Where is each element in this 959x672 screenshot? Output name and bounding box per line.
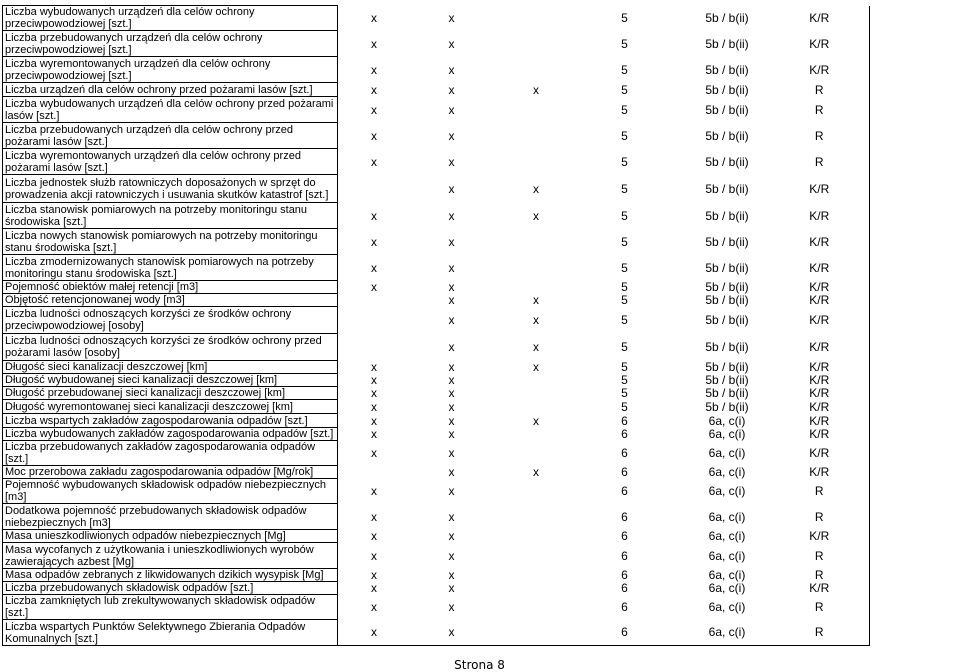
table-row (3, 294, 956, 307)
mark-cell-b: x (371, 484, 377, 498)
spacer-cell (338, 83, 353, 97)
mark-cell-c: x (448, 154, 455, 169)
mark-cell-b: x (371, 600, 377, 614)
indicator-description: Liczba wybudowanych urządzeń dla celów ochrony przeciwpowodziowej [szt.] (3, 6, 338, 31)
priority-number: 6 (621, 509, 628, 524)
mark-cell-d: x (533, 413, 539, 428)
region-flag: K/R (770, 203, 870, 229)
region-flag: K/R (770, 229, 870, 255)
priority-number: 6 (621, 427, 628, 441)
mark-cell-b: x (371, 208, 377, 223)
indicator-description: Liczba stanowisk pomiarowych na potrzeby monitoringu stanu środowiska [szt.] (3, 203, 338, 229)
priority-number: 5 (621, 128, 628, 143)
priority-number: 5 (621, 280, 628, 294)
indicator-description: Liczba urządzeń dla celów ochrony przed pożarami lasów [szt.] (3, 83, 338, 97)
spacer-cell (338, 294, 353, 307)
mark-cell-b: x (371, 413, 377, 428)
indicator-description: Długość wyremontowanej sieci kanalizacji deszczowej [km] (3, 400, 338, 414)
mark-cell-b: x (371, 581, 377, 595)
indicator-description: Liczba wybudowanych zakładów zagospodarowania odpadów [szt.] (3, 428, 338, 441)
table-row (3, 428, 956, 441)
spacer-cell (338, 428, 353, 441)
mark-cell-c: x (448, 509, 455, 524)
mark-cell-d: x (533, 208, 539, 223)
spacer-cell (338, 149, 353, 175)
priority-number: 5 (621, 62, 628, 77)
indicator-description: Liczba jednostek służb ratowniczych doposażonych w sprzęt do prowadzenia akcji ratowniczych i usuwania skutków katastrof [szt.] (3, 175, 338, 203)
region-flag: R (770, 543, 870, 569)
mark-cell-d (508, 400, 565, 414)
mark-cell-b: x (371, 386, 377, 400)
mark-cell-c: x (448, 36, 455, 51)
region-flag: K/R (770, 294, 870, 307)
table-row (3, 530, 956, 543)
mark-cell-c: x (448, 373, 455, 387)
region-flag: K/R (770, 530, 870, 543)
mark-cell-c: x (448, 399, 455, 414)
mark-cell-b: x (371, 128, 377, 143)
priority-number: 6 (621, 548, 628, 563)
spacer-cell (338, 229, 353, 255)
spacer-cell (338, 441, 353, 466)
spacer-cell (338, 530, 353, 543)
table-row (3, 229, 956, 255)
priority-code: 5b / b(ii) (705, 208, 749, 223)
region-flag: K/R (770, 582, 870, 595)
table-row (3, 31, 956, 57)
table-row (3, 175, 956, 203)
mark-cell-d (508, 479, 565, 504)
priority-number: 5 (621, 181, 628, 196)
mark-cell-b: x (371, 446, 377, 460)
priority-number: 6 (621, 446, 628, 460)
table-row (3, 97, 956, 123)
mark-cell-b: x (371, 509, 377, 524)
indicator-description: Liczba wybudowanych urządzeń dla celów ochrony przed pożarami lasów [szt.] (3, 97, 338, 123)
indicator-description: Liczba wyremontowanych urządzeń dla celów ochrony przeciwpowodziowej [szt.] (3, 57, 338, 83)
mark-cell-d (508, 543, 565, 569)
table-row (3, 543, 956, 569)
spacer-cell (338, 307, 353, 334)
region-flag: K/R (770, 255, 870, 281)
region-flag: K/R (770, 428, 870, 441)
table-row (3, 582, 956, 595)
mark-cell-c: x (448, 62, 455, 77)
mark-cell-b: x (371, 260, 377, 275)
priority-code: 5b / b(ii) (705, 313, 749, 327)
spacer-cell (338, 175, 353, 203)
mark-cell-d: x (533, 360, 539, 374)
indicator-table-container (2, 5, 955, 646)
mark-cell-d (508, 31, 565, 57)
indicator-description: Długość wybudowanej sieci kanalizacji deszczowej [km] (3, 374, 338, 387)
mark-cell-b: x (371, 102, 377, 117)
priority-number: 5 (621, 386, 628, 400)
table-row (3, 123, 956, 149)
indicator-description: Długość przebudowanej sieci kanalizacji deszczowej [km] (3, 387, 338, 400)
priority-number: 5 (621, 399, 628, 414)
mark-cell-b: x (371, 548, 377, 563)
priority-code: 6a, c(i) (708, 427, 746, 441)
spacer-cell (338, 255, 353, 281)
region-flag: R (770, 123, 870, 149)
mark-cell-b: x (371, 82, 377, 97)
spacer-cell (353, 175, 396, 203)
indicator-description: Masa odpadów zebranych z likwidowanych dzikich wysypisk [Mg] (3, 569, 338, 582)
spacer-cell (353, 466, 396, 479)
priority-code: 5b / b(ii) (705, 234, 749, 249)
mark-cell-c: x (448, 360, 455, 374)
mark-cell-d (508, 281, 565, 294)
mark-cell-d (508, 255, 565, 281)
spacer-cell (338, 57, 353, 83)
priority-number: 5 (621, 154, 628, 169)
indicator-description: Długość sieci kanalizacji deszczowej [km] (3, 361, 338, 374)
priority-number: 6 (621, 568, 628, 582)
region-flag: K/R (770, 414, 870, 428)
priority-code: 6a, c(i) (708, 446, 746, 460)
region-flag: K/R (770, 387, 870, 400)
mark-cell-c: x (448, 234, 455, 249)
mark-cell-c: x (448, 446, 455, 460)
indicator-description: Objętość retencjonowanej wody [m3] (3, 294, 338, 307)
table-row (3, 479, 956, 504)
indicator-description: Liczba wspartych Punktów Selektywnego Zbierania Odpadów Komunalnych [szt.] (3, 620, 338, 646)
mark-cell-c: x (448, 208, 455, 223)
mark-cell-c: x (448, 82, 455, 97)
mark-cell-d (508, 569, 565, 582)
priority-number: 6 (621, 529, 628, 543)
mark-cell-b: x (371, 154, 377, 169)
spacer-cell (353, 334, 396, 361)
mark-cell-c: x (448, 484, 455, 498)
table-row (3, 387, 956, 400)
spacer-cell (338, 361, 353, 374)
mark-cell-d: x (533, 465, 539, 479)
mark-cell-d (508, 57, 565, 83)
mark-cell-c: x (448, 280, 455, 294)
mark-cell-d: x (533, 293, 539, 307)
priority-number: 5 (621, 102, 628, 117)
indicator-description: Liczba przebudowanych zakładów zagospodarowania odpadów [szt.] (3, 441, 338, 466)
region-flag: K/R (770, 281, 870, 294)
priority-number: 5 (621, 234, 628, 249)
indicator-description: Liczba wyremontowanych urządzeń dla celów ochrony przed pożarami lasów [szt.] (3, 149, 338, 175)
priority-number: 5 (621, 36, 628, 51)
region-flag: R (770, 97, 870, 123)
spacer-cell (338, 334, 353, 361)
priority-number: 5 (621, 360, 628, 374)
priority-code: 6a, c(i) (708, 465, 746, 479)
priority-code: 6a, c(i) (708, 548, 746, 563)
mark-cell-b: x (371, 234, 377, 249)
region-flag: R (770, 149, 870, 175)
priority-code: 5b / b(ii) (705, 399, 749, 414)
indicator-description: Liczba wspartych zakładów zagospodarowania odpadów [szt.] (3, 414, 338, 428)
region-flag: K/R (770, 374, 870, 387)
mark-cell-d (508, 441, 565, 466)
spacer-cell (338, 582, 353, 595)
priority-code: 5b / b(ii) (705, 293, 749, 307)
spacer-cell (338, 31, 353, 57)
priority-code: 6a, c(i) (708, 413, 746, 428)
mark-cell-d: x (533, 181, 539, 196)
mark-cell-d: x (533, 313, 539, 327)
spacer-cell (338, 569, 353, 582)
region-flag: R (770, 569, 870, 582)
mark-cell-b: x (371, 62, 377, 77)
spacer-cell (353, 307, 396, 334)
indicator-description: Liczba przebudowanych urządzeń dla celów ochrony przed pożarami lasów [szt.] (3, 123, 338, 149)
mark-cell-c: x (448, 260, 455, 275)
spacer-cell (338, 479, 353, 504)
mark-cell-d: x (533, 340, 539, 354)
mark-cell-d (508, 123, 565, 149)
priority-number: 6 (621, 465, 628, 479)
priority-number: 5 (621, 82, 628, 97)
priority-code: 6a, c(i) (685, 620, 770, 646)
indicator-description: Liczba nowych stanowisk pomiarowych na potrzeby monitoringu stanu środowiska [szt.] (3, 229, 338, 255)
priority-number: 5 (621, 340, 628, 354)
region-flag: K/R (770, 57, 870, 83)
priority-code: 6a, c(i) (708, 529, 746, 543)
priority-code: 6a, c(i) (708, 484, 746, 498)
mark-cell-b: x (371, 427, 377, 441)
spacer-cell (338, 123, 353, 149)
priority-number: 5 (621, 373, 628, 387)
table-row (3, 6, 956, 31)
priority-code: 5b / b(ii) (705, 36, 749, 51)
region-flag: R (770, 595, 870, 620)
mark-cell-b: x (353, 620, 396, 646)
mark-cell-c: x (448, 340, 455, 354)
table-row (3, 281, 956, 294)
mark-cell-c: x (448, 181, 455, 196)
spacer-cell (338, 414, 353, 428)
indicator-description: Liczba ludności odnoszących korzyści ze środków ochrony przed pożarami lasów [osoby] (3, 334, 338, 361)
table-row (3, 620, 956, 646)
table-row (3, 569, 956, 582)
priority-number: 6 (621, 413, 628, 428)
mark-cell-b: x (371, 36, 377, 51)
spacer-cell (338, 543, 353, 569)
mark-cell-d (508, 582, 565, 595)
region-flag: K/R (770, 6, 870, 31)
table-row (3, 83, 956, 97)
region-flag: R (770, 479, 870, 504)
spacer-cell (338, 387, 353, 400)
region-flag: R (770, 83, 870, 97)
indicator-table-body (3, 6, 956, 646)
priority-code: 5b / b(ii) (705, 386, 749, 400)
mark-cell-b: x (371, 11, 377, 25)
priority-number: 5 (621, 11, 628, 25)
mark-cell-d (508, 6, 565, 31)
indicator-description: Moc przerobowa zakładu zagospodarowania odpadów [Mg/rok] (3, 466, 338, 479)
table-row (3, 504, 956, 530)
region-flag: K/R (770, 466, 870, 479)
priority-number: 6 (621, 484, 628, 498)
table-row (3, 466, 956, 479)
mark-cell-b: x (371, 529, 377, 543)
region-flag: R (770, 620, 870, 646)
priority-number: 6 (621, 600, 628, 614)
priority-number: 5 (621, 208, 628, 223)
mark-cell-d (508, 504, 565, 530)
priority-number: 6 (565, 620, 685, 646)
mark-cell-c: x (448, 465, 455, 479)
mark-cell-d (508, 149, 565, 175)
table-row (3, 400, 956, 414)
mark-cell-c: x (448, 293, 455, 307)
mark-cell-d (508, 374, 565, 387)
priority-number: 6 (621, 581, 628, 595)
region-flag: K/R (770, 400, 870, 414)
mark-cell-d: x (533, 82, 539, 97)
mark-cell-c: x (448, 386, 455, 400)
priority-code: 6a, c(i) (708, 581, 746, 595)
table-row (3, 57, 956, 83)
priority-code: 5b / b(ii) (705, 280, 749, 294)
priority-code: 6a, c(i) (708, 509, 746, 524)
priority-code: 5b / b(ii) (705, 154, 749, 169)
table-row (3, 361, 956, 374)
indicator-description: Pojemność wybudowanych składowisk odpadów niebezpiecznych [m3] (3, 479, 338, 504)
spacer-cell (338, 203, 353, 229)
mark-cell-c: x (448, 568, 455, 582)
indicator-description: Liczba zmodernizowanych stanowisk pomiarowych na potrzeby monitoringu stanu środowiska [szt.] (3, 255, 338, 281)
priority-number: 5 (621, 293, 628, 307)
table-row (3, 595, 956, 620)
priority-code: 5b / b(ii) (705, 11, 749, 25)
mark-cell-b: x (371, 280, 377, 294)
region-flag: K/R (770, 31, 870, 57)
mark-cell-c: x (448, 128, 455, 143)
indicator-description: Masa wycofanych z użytkowania i unieszkodliwionych wyrobów zawierających azbest [Mg] (3, 543, 338, 569)
region-flag: R (770, 504, 870, 530)
spacer-cell (338, 374, 353, 387)
mark-cell-b: x (371, 568, 377, 582)
mark-cell-c: x (448, 548, 455, 563)
priority-code: 5b / b(ii) (705, 82, 749, 97)
indicator-description: Liczba przebudowanych urządzeń dla celów ochrony przeciwpowodziowej [szt.] (3, 31, 338, 57)
indicator-description: Masa unieszkodliwionych odpadów niebezpiecznych [Mg] (3, 530, 338, 543)
indicator-description: Dodatkowa pojemność przebudowanych składowisk odpadów niebezpiecznych [m3] (3, 504, 338, 530)
mark-cell-c: x (448, 581, 455, 595)
table-row (3, 307, 956, 334)
mark-cell-b: x (371, 399, 377, 414)
region-flag: K/R (770, 175, 870, 203)
priority-number: 5 (621, 260, 628, 275)
region-flag: K/R (770, 361, 870, 374)
page-number: Strona 8 (454, 658, 505, 672)
spacer-cell (338, 595, 353, 620)
table-row (3, 441, 956, 466)
mark-cell-d (508, 428, 565, 441)
region-flag: K/R (770, 334, 870, 361)
mark-cell-d (508, 97, 565, 123)
spacer-cell (338, 466, 353, 479)
indicator-description: Liczba ludności odnoszących korzyści ze środków ochrony przeciwpowodziowej [osoby] (3, 307, 338, 334)
spacer-cell (338, 97, 353, 123)
table-row (3, 255, 956, 281)
table-row (3, 203, 956, 229)
priority-code: 5b / b(ii) (705, 260, 749, 275)
priority-code: 5b / b(ii) (705, 128, 749, 143)
priority-code: 5b / b(ii) (705, 340, 749, 354)
mark-cell-c: x (396, 620, 508, 646)
mark-cell-d (508, 595, 565, 620)
priority-number: 5 (621, 313, 628, 327)
table-row (3, 374, 956, 387)
region-flag: K/R (770, 307, 870, 334)
mark-cell-c: x (448, 11, 455, 25)
priority-code: 5b / b(ii) (705, 181, 749, 196)
priority-code: 5b / b(ii) (705, 102, 749, 117)
spacer-cell (338, 281, 353, 294)
table-row (3, 334, 956, 361)
indicator-description: Pojemność obiektów małej retencji [m3] (3, 281, 338, 294)
priority-code: 5b / b(ii) (705, 373, 749, 387)
table-row (3, 414, 956, 428)
spacer-cell (353, 294, 396, 307)
mark-cell-d (508, 387, 565, 400)
priority-code: 5b / b(ii) (705, 62, 749, 77)
mark-cell-b: x (371, 360, 377, 374)
mark-cell-d (508, 620, 565, 646)
mark-cell-b: x (371, 373, 377, 387)
spacer-cell (338, 400, 353, 414)
spacer-cell (338, 620, 353, 646)
mark-cell-c: x (448, 413, 455, 428)
mark-cell-c: x (448, 102, 455, 117)
mark-cell-c: x (448, 313, 455, 327)
mark-cell-c: x (448, 529, 455, 543)
priority-code: 5b / b(ii) (705, 360, 749, 374)
mark-cell-d (508, 229, 565, 255)
priority-code: 6a, c(i) (708, 568, 746, 582)
indicator-description: Liczba zamkniętych lub zrekultywowanych składowisk odpadów [szt.] (3, 595, 338, 620)
table-row (3, 149, 956, 175)
indicator-table (2, 5, 956, 646)
mark-cell-d (508, 530, 565, 543)
spacer-cell (338, 6, 353, 31)
region-flag: K/R (770, 441, 870, 466)
spacer-cell (338, 504, 353, 530)
mark-cell-c: x (448, 427, 455, 441)
priority-code: 6a, c(i) (708, 600, 746, 614)
mark-cell-c: x (448, 600, 455, 614)
indicator-description: Liczba przebudowanych składowisk odpadów [szt.] (3, 582, 338, 595)
